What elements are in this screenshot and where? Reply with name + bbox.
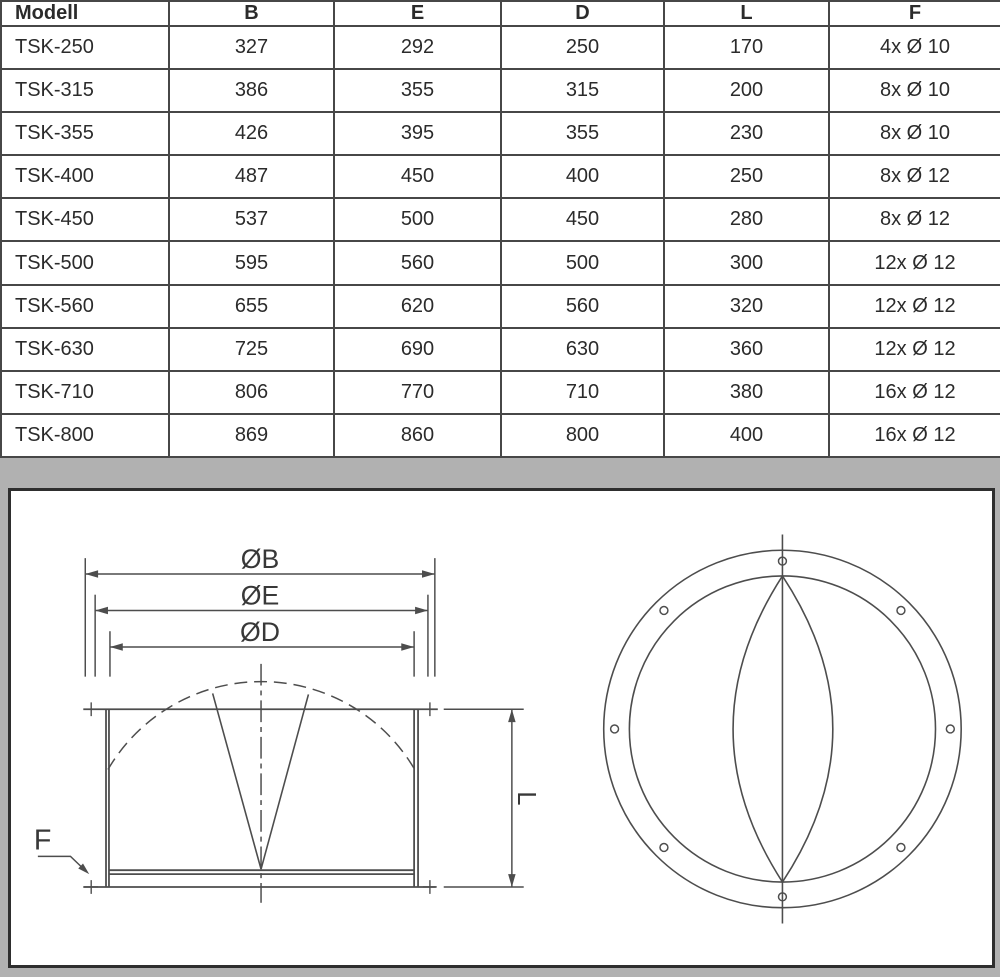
table-cell: 560: [334, 241, 501, 284]
table-cell: 860: [334, 414, 501, 457]
arrowhead-icon: [508, 709, 516, 722]
table-cell: 380: [664, 371, 829, 414]
column-header-d: D: [501, 1, 664, 26]
table-cell: 400: [664, 414, 829, 457]
dimension-d-label: ØD: [240, 617, 281, 648]
table-cell: TSK-560: [1, 285, 169, 328]
table-cell: 16x Ø 12: [829, 414, 1000, 457]
dimension-e-label: ØE: [240, 580, 280, 611]
bolt-hole-icon: [660, 844, 668, 852]
table-row: [1, 112, 1000, 155]
arrowhead-icon: [415, 607, 428, 615]
bolt-hole-icon: [660, 607, 668, 615]
table-cell: 500: [501, 241, 664, 284]
table-cell: 595: [169, 241, 334, 284]
table-cell: 620: [334, 285, 501, 328]
table-cell: 869: [169, 414, 334, 457]
table-cell: TSK-400: [1, 155, 169, 198]
table-row: [1, 69, 1000, 112]
table-cell: 770: [334, 371, 501, 414]
drawing-panel: [8, 488, 995, 968]
table-cell: 710: [501, 371, 664, 414]
table-cell: 200: [664, 69, 829, 112]
table-cell: 250: [501, 26, 664, 69]
bolt-hole-icon: [611, 725, 619, 733]
arrowhead-icon: [508, 874, 516, 887]
table-cell: 230: [664, 112, 829, 155]
table-cell: 560: [501, 285, 664, 328]
technical-drawing: [11, 491, 992, 965]
table-cell: 400: [501, 155, 664, 198]
table-body: [1, 26, 1000, 457]
table-cell: TSK-250: [1, 26, 169, 69]
table-cell: 250: [664, 155, 829, 198]
table-row: [1, 26, 1000, 69]
table-cell: 450: [334, 155, 501, 198]
table-cell: 4x Ø 10: [829, 26, 1000, 69]
table-cell: TSK-710: [1, 371, 169, 414]
damper-blade-left: [733, 576, 782, 882]
table-cell: 450: [501, 198, 664, 241]
drawing-section: [0, 458, 1000, 977]
table-header-row: [1, 1, 1000, 26]
plus-mark-icon: [423, 880, 437, 894]
table-cell: 655: [169, 285, 334, 328]
table-cell: 355: [334, 69, 501, 112]
table-cell: 630: [501, 328, 664, 371]
table-cell: 537: [169, 198, 334, 241]
table-row: [1, 328, 1000, 371]
table-cell: 8x Ø 10: [829, 112, 1000, 155]
column-header-l: L: [664, 1, 829, 26]
table-cell: 725: [169, 328, 334, 371]
table-cell: 8x Ø 12: [829, 198, 1000, 241]
table-cell: 315: [501, 69, 664, 112]
table-cell: 690: [334, 328, 501, 371]
table-cell: 8x Ø 10: [829, 69, 1000, 112]
table-cell: 395: [334, 112, 501, 155]
bolt-hole-icon: [897, 607, 905, 615]
plus-mark-icon: [84, 702, 98, 716]
arrowhead-icon: [110, 643, 123, 651]
table-row: [1, 198, 1000, 241]
dimension-b-label: ØB: [240, 544, 280, 575]
plus-mark-icon: [84, 880, 98, 894]
table-cell: 300: [664, 241, 829, 284]
column-header-b: B: [169, 1, 334, 26]
bolt-hole-icon: [946, 725, 954, 733]
table-cell: 426: [169, 112, 334, 155]
length-label: L: [511, 791, 540, 806]
spec-table: [0, 0, 1000, 458]
table-cell: 360: [664, 328, 829, 371]
table-cell: 500: [334, 198, 501, 241]
table-cell: 327: [169, 26, 334, 69]
column-header-f: F: [829, 1, 1000, 26]
column-header-e: E: [334, 1, 501, 26]
callout-f: [34, 824, 89, 874]
table-cell: 8x Ø 12: [829, 155, 1000, 198]
arrowhead-icon: [422, 570, 435, 578]
plus-mark-icon: [423, 702, 437, 716]
table-cell: 12x Ø 12: [829, 328, 1000, 371]
table-cell: TSK-630: [1, 328, 169, 371]
table-cell: 320: [664, 285, 829, 328]
table-cell: 355: [501, 112, 664, 155]
table-cell: 806: [169, 371, 334, 414]
table-cell: 800: [501, 414, 664, 457]
table-cell: 12x Ø 12: [829, 241, 1000, 284]
table-cell: 280: [664, 198, 829, 241]
table-cell: 386: [169, 69, 334, 112]
dimension-l: [444, 709, 540, 887]
table-cell: 170: [664, 26, 829, 69]
flange-holes-label: F: [33, 824, 52, 857]
table-cell: 12x Ø 12: [829, 285, 1000, 328]
front-view: [604, 534, 961, 923]
column-header-modell: Modell: [1, 1, 169, 26]
arrowhead-icon: [401, 643, 414, 651]
table-cell: 16x Ø 12: [829, 371, 1000, 414]
table-cell: TSK-355: [1, 112, 169, 155]
table-row: [1, 241, 1000, 284]
side-view: [34, 544, 540, 903]
arrowhead-icon: [85, 570, 98, 578]
table-row: [1, 285, 1000, 328]
table-row: [1, 371, 1000, 414]
table-cell: TSK-315: [1, 69, 169, 112]
dimension-d: [110, 617, 414, 677]
table-cell: TSK-500: [1, 241, 169, 284]
table-cell: TSK-800: [1, 414, 169, 457]
table-cell: 487: [169, 155, 334, 198]
table-row: [1, 414, 1000, 457]
damper-blade-right: [782, 576, 832, 882]
arrowhead-icon: [95, 607, 108, 615]
table-cell: 292: [334, 26, 501, 69]
table-row: [1, 155, 1000, 198]
bolt-hole-icon: [897, 844, 905, 852]
table-cell: TSK-450: [1, 198, 169, 241]
